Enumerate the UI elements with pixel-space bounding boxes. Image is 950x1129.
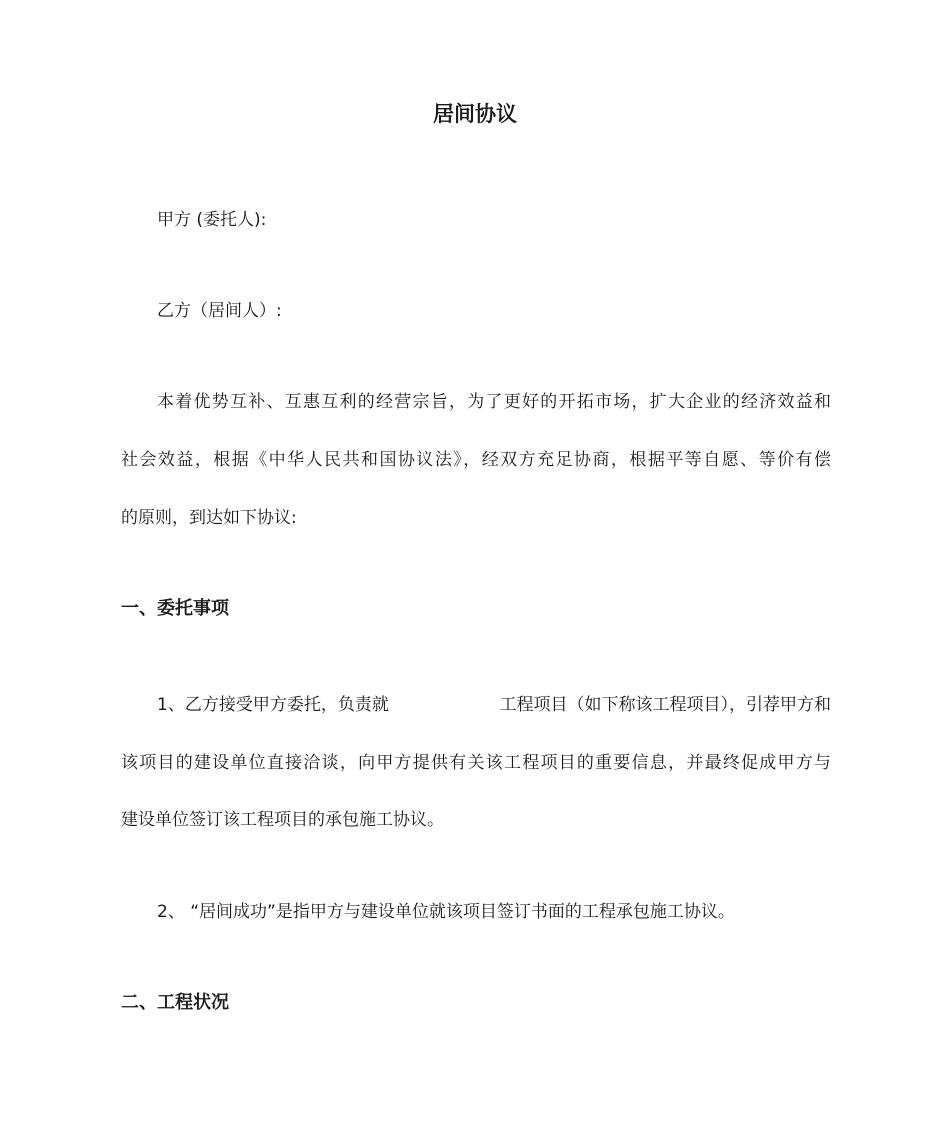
clause-1-line-2: 该项目的建设单位直接洽谈，向甲方提供有关该工程项目的重要信息，并最终促成甲方与 bbox=[121, 753, 831, 773]
section-2-heading: 二、工程状况 bbox=[121, 992, 229, 1013]
clause-1-part-2: 工程项目（如下称该工程项目），引荐甲方和 bbox=[499, 695, 831, 715]
document-title: 居间协议 bbox=[433, 102, 517, 126]
party-a-line: 甲方 (委托人): bbox=[157, 210, 267, 230]
preamble-line-3: 的原则，到达如下协议: bbox=[121, 508, 297, 528]
clause-1-line-1 bbox=[157, 690, 831, 720]
clause-1-line-3: 建设单位签订该工程项目的承包施工协议。 bbox=[121, 810, 444, 830]
clause-1-part-1: 1、乙方接受甲方委托，负责就 bbox=[157, 695, 389, 715]
preamble-line-2: 社会效益，根据《中华人民共和国协议法》，经双方充足协商，根据平等自愿、等价有偿 bbox=[121, 450, 831, 470]
party-b-line: 乙方（居间人）: bbox=[157, 301, 282, 321]
section-1-heading: 一、委托事项 bbox=[121, 598, 229, 619]
preamble-line-1: 本着优势互补、互惠互利的经营宗旨，为了更好的开拓市场，扩大企业的经济效益和 bbox=[157, 392, 831, 412]
clause-2-line: 2、 “居间成功”是指甲方与建设单位就该项目签订书面的工程承包施工协议。 bbox=[157, 902, 735, 922]
